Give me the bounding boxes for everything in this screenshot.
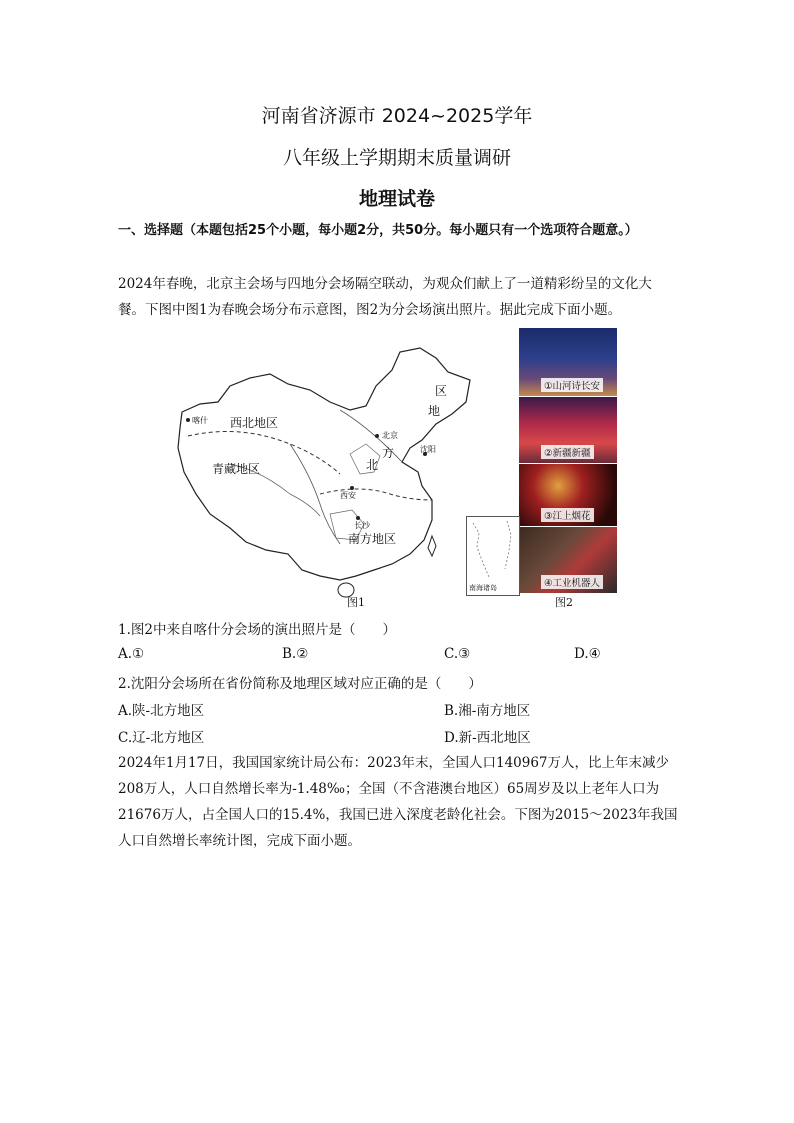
- label-xian: 西安: [340, 491, 356, 500]
- label-kashgar: 喀什: [192, 416, 208, 425]
- question-2-stem: 2.沈阳分会场所在省份简称及地理区域对应正确的是（ ）: [118, 676, 482, 692]
- photo-1-label: ①山河诗长安: [541, 378, 603, 392]
- photo-2-label: ②新疆新疆: [541, 445, 594, 459]
- figure1-map: [170, 344, 480, 609]
- photo-2-xinjiang: [519, 397, 617, 463]
- q1-option-a[interactable]: A.①: [118, 646, 145, 662]
- label-bei: 北: [366, 458, 379, 472]
- figure1-caption: 图1: [347, 596, 365, 609]
- photo-3-fireworks: [519, 464, 617, 526]
- q1-option-c[interactable]: C.③: [444, 646, 471, 662]
- photo-1-shanhe-chang-an: [519, 328, 617, 396]
- exam-title-line1: 河南省济源市 2024~2025学年: [261, 105, 533, 127]
- label-qingzang-region: 青藏地区: [212, 462, 261, 476]
- section-heading: 一、选择题（本题包括25个小题，每小题2分，共50分。每小题只有一个选项符合题意。）: [118, 223, 638, 238]
- q2-option-c[interactable]: C.辽-北方地区: [118, 730, 205, 746]
- question-intro-2: 2024年1月17日，我国国家统计局公布：2023年末，全国人口140967万人，比上年末减少208万人，人口自然增长率为-1.48‰；全国（不含港澳台地区）65周岁及以上老年人口为21676万人，占全国人口的15.4%，我国已进入深度老龄化社会。下图为2015～2023年我国人口自然增长率统计图，完成下面小题。: [118, 755, 678, 849]
- south-china-sea-inset: [466, 516, 520, 596]
- label-fang: 方: [382, 446, 395, 460]
- label-shenyang: 沈阳: [420, 445, 436, 454]
- label-qu: 区: [435, 384, 448, 398]
- q1-option-b[interactable]: B.②: [282, 646, 309, 662]
- label-di: 地: [428, 404, 441, 418]
- label-changsha: 长沙: [354, 521, 370, 530]
- question-1-stem: 1.图2中来自喀什分会场的演出照片是（ ）: [118, 622, 396, 638]
- photo-3-label: ③江上烟花: [541, 508, 594, 522]
- label-south-region: 南方地区: [348, 532, 397, 546]
- photo-4-label: ④工业机器人: [541, 575, 603, 589]
- figure2-caption: 图2: [555, 596, 573, 609]
- exam-title-subject: 地理试卷: [358, 188, 435, 210]
- inset-label: 南海诸岛: [469, 584, 497, 592]
- q1-option-d[interactable]: D.④: [574, 646, 601, 662]
- label-northwest-region: 西北地区: [230, 416, 279, 430]
- photo-4-industrial-robot: [519, 527, 617, 593]
- exam-title-line2: 八年级上学期期末质量调研: [282, 147, 511, 169]
- question-intro-1: 2024年春晚，北京主会场与四地分会场隔空联动，为观众们献上了一道精彩纷呈的文化大餐。下图中图1为春晚会场分布示意图，图2为分会场演出照片。据此完成下面小题。: [118, 276, 652, 318]
- q2-option-d[interactable]: D.新-西北地区: [444, 730, 531, 746]
- q2-option-b[interactable]: B.湘-南方地区: [444, 703, 531, 719]
- label-beijing: 北京: [382, 431, 398, 440]
- q2-option-a[interactable]: A.陕-北方地区: [118, 703, 205, 719]
